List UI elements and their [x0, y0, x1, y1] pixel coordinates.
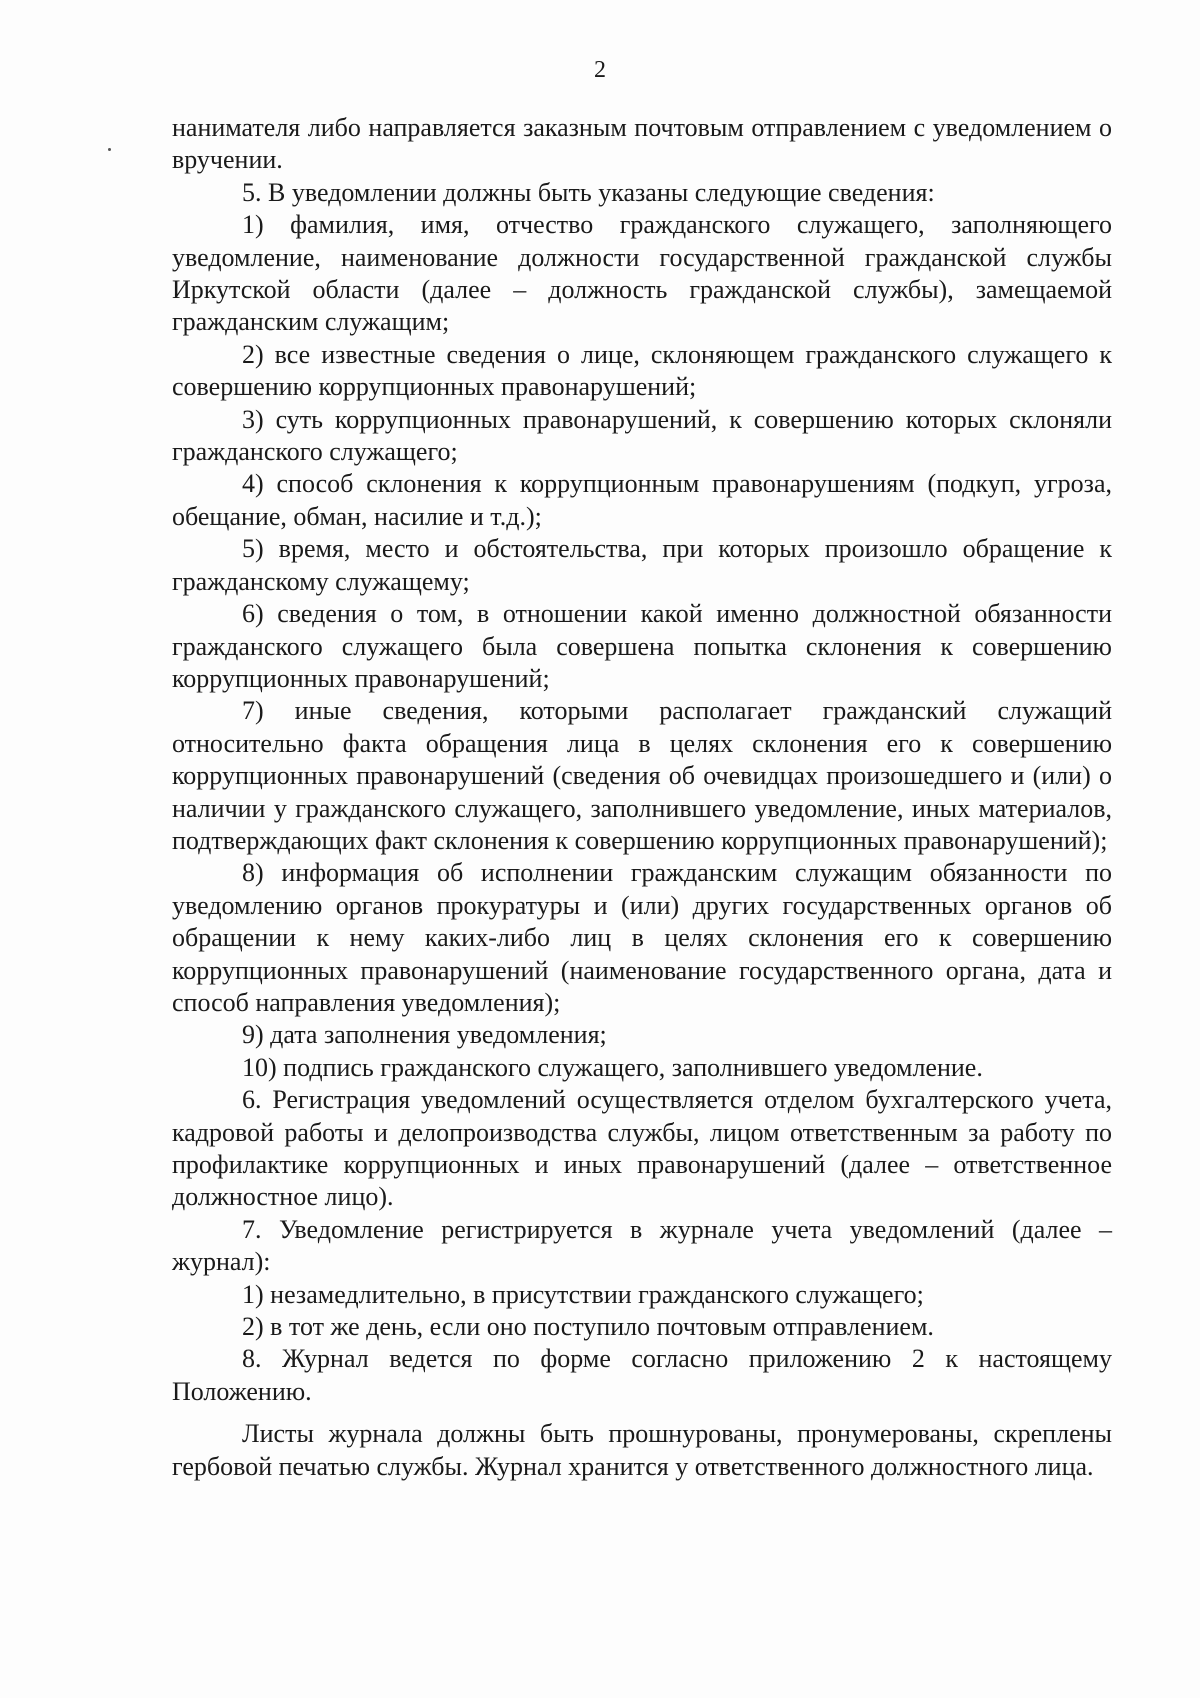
scan-speck: [108, 148, 111, 151]
list-item: 2) все известные сведения о лице, склоняющем гражданского служащего к совершению коррупционных правонарушений;: [172, 339, 1112, 402]
list-item: 1) незамедлительно, в присутствии гражданского служащего;: [242, 1279, 924, 1309]
page-number: 2: [594, 57, 606, 83]
paragraph: нанимателя либо направляется заказным почтовым отправлением с уведомлением о вручении.: [172, 113, 1112, 175]
paragraph: 5. В уведомлении должны быть указаны следующие сведения:: [242, 177, 935, 207]
list-item: 4) способ склонения к коррупционным правонарушениям (подкуп, угроза, обещание, обман, насилие и т.д.);: [172, 469, 1112, 531]
list-item: 6) сведения о том, в отношении какой именно должностной обязанности гражданского служащего была совершена попытка склонения к совершению коррупционных правонарушений;: [172, 599, 1112, 693]
paragraph: Листы журнала должны быть прошнурованы, пронумерованы, скреплены гербовой печатью службы. Журнал хранится у ответственного должностного лица.: [172, 1419, 1112, 1481]
list-item: 7) иные сведения, которыми располагает гражданский служащий относительно факта обращения лица в целях склонения его к совершению коррупционных правонарушений (сведения об очевидцах произошедшего и (или) о наличии у гражданского служащего, заполнившего уведомление, иных материалов, подтверждающих факт склонения к совершению коррупционных правонарушений);: [172, 696, 1112, 855]
list-item: 2) в тот же день, если оно поступило почтовым отправлением.: [242, 1312, 934, 1342]
list-item: 8) информация об исполнении гражданским служащим обязанности по уведомлению органов прокуратуры и (или) других государственных органов об обращении к нему каких-либо лиц в целях склонения его к совершению коррупционных правонарушений (наименование государственного органа, дата и способ направления уведомления);: [172, 858, 1112, 1017]
list-item: 9) дата заполнения уведомления;: [242, 1020, 607, 1050]
paragraph: 8. Журнал ведется по форме согласно приложению 2 к настоящему Положению.: [172, 1344, 1112, 1406]
paragraph: 6. Регистрация уведомлений осуществляется отделом бухгалтерского учета, кадровой работы и делопроизводства службы, лицом ответственным за работу по профилактике коррупционных и иных правонарушений (далее – ответственное должностное лицо).: [172, 1085, 1112, 1212]
list-item: 3) суть коррупционных правонарушений, к совершению которых склоняли гражданского служащего;: [172, 404, 1112, 467]
list-item: 1) фамилия, имя, отчество гражданского служащего, заполняющего уведомление, наименование должности государственной гражданской службы Иркутской области (далее – должность гражданской службы), замещаемой гражданским служащим;: [172, 210, 1112, 337]
document-body: [172, 112, 1112, 1483]
list-item: 5) время, место и обстоятельства, при которых произошло обращение к гражданскому служащему;: [172, 534, 1112, 596]
list-item: 10) подпись гражданского служащего, заполнившего уведомление.: [242, 1052, 983, 1082]
paragraph: 7. Уведомление регистрируется в журнале учета уведомлений (далее – журнал):: [172, 1214, 1112, 1277]
